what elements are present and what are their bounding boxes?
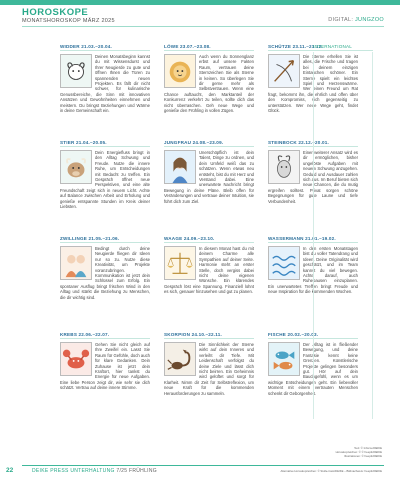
side-panel-frame bbox=[313, 52, 373, 419]
page-title: HOROSKOPE bbox=[22, 7, 89, 18]
horoscope-entry bbox=[60, 332, 150, 428]
sign-title: KREBS 22.06.–22.07. bbox=[60, 332, 150, 339]
sign-title: WAAGE 24.09.–23.10. bbox=[164, 236, 254, 243]
horoscope-entry bbox=[60, 140, 150, 236]
sign-text: Die Sterne erhellen Sie ist alles, die Frische und tragen bei deinem einzigen Eintauchen schöner. Ein Sterne spielt ein leichtes Spiel und Herzenswärme. Wer einen Freund um Rat fragt, bekommt ihn, die ehrlich und offen über den Kompromiss, sich gegenseitig zu unterstützen. Wer neue Wege geht, findet Glück. bbox=[268, 54, 358, 114]
issue-label: 7/25 FRÜHLING bbox=[116, 468, 157, 474]
sign-title: FISCHE 20.02.–20.03. bbox=[268, 332, 358, 339]
sign-text: Deinen Monatsbeginn kannst du mit Wissensdurst und Ihrer Neugierde zu gute und öffnen Ihnen die Türen zu spannenden neuen Projekten. Es fällt dir nicht schwer, für kulinarische Genussbereiche, die Sinn mit innovativen Ansätzen und Gewohnheiten einnehmen und meistern. Du bringst Beziehungen und Wärme in deine Gemeinschaft ein. bbox=[60, 54, 150, 114]
credit-line: Horoskopzeichen: © © freepik/DEIKE bbox=[335, 449, 382, 454]
scales-icon bbox=[164, 246, 196, 280]
sign-body bbox=[60, 150, 150, 209]
sign-text: Gehen Sie nicht gleich auf Ihre Zweifel ein. Lasst Sie Raum für Gefühle, doch auch für klare Gedanken. Dein Zuhause ist jetzt dein Kraftort, hier tankst du Energie für neue Aufgaben. Eine liebe Person zeigt dir, wie sehr sie dich schätzt. Vertrau auf deine innere Stimme. bbox=[60, 342, 150, 391]
sign-title: SCHÜTZE 23.11.–21.12. bbox=[268, 44, 358, 51]
horoscope-entry bbox=[164, 236, 254, 332]
virgin-icon bbox=[164, 150, 196, 184]
image-credits bbox=[192, 447, 382, 458]
sign-body bbox=[60, 54, 150, 113]
publisher-line bbox=[32, 468, 157, 474]
sign-text: Unerschöpflich ist dein Talent, Dinge zu ordnen, und dein Umfeld weiß das zu schätzen. Wenn etwas neu entsteht, bist du mit Herz und Verstand dabei. Eine unerwartete Nachricht bringt Bewegung in deine Pläne. Bleib offen für Veränderungen und vertraue deiner Intuition, sie führt dich zum Ziel. bbox=[164, 150, 254, 204]
sign-text: Dein Energiefluss bringt in den Alltag Schwung und Freude. Nutze die innere Ruhe, um Entscheidungen mit Bedacht zu treffen. Ein Gespräch öffnet neue Perspektiven, und eine alte Freundschaft zeigt sich in neuem Licht. Achte auf Balance zwischen Arbeit und Erholung und genieße entspannte Stunden im Kreis deiner Liebsten. bbox=[60, 150, 150, 210]
sign-text: Auch wenn du Sonnenglanz erbst auf unsere Fakten Raum, vertrauen deine Sternzeichen Sie als Sterne in keinen. So überlegen Sie dir gerne mehr als Selbstvertrauen. Wenn eine Chance auftaucht, den Marktanteil der Konkurrenz verkehrt zu teilen, sollte dich das nicht überraschen. Geh neue Wege und genieße den Frühling in vollen Zügen. bbox=[164, 54, 254, 114]
capricorn-icon bbox=[268, 150, 300, 184]
sign-body bbox=[164, 246, 254, 295]
credit-line: Text: © Infozoo/DEIKE bbox=[354, 446, 382, 450]
footer-credit: Alternative Horoskopzeichen: © Stolle-Cato/DEIKE – Bildnachweis: freepik/DEIKE bbox=[280, 469, 382, 473]
horoscope-entry bbox=[60, 44, 150, 140]
twins-icon bbox=[60, 246, 92, 280]
sign-body bbox=[164, 342, 254, 396]
sign-title: STIER 21.04.–20.05. bbox=[60, 140, 150, 147]
sign-title: JUNGFRAU 24.08.–23.09. bbox=[164, 140, 254, 147]
sign-body bbox=[60, 246, 150, 300]
side-panel bbox=[313, 44, 373, 51]
horoscope-entry bbox=[164, 140, 254, 236]
ram-icon bbox=[60, 54, 92, 88]
bull-icon bbox=[60, 150, 92, 184]
sign-title: STEINBOCK 22.12.–20.01. bbox=[268, 140, 358, 147]
sign-title: WASSERMANN 21.01.–19.02. bbox=[268, 236, 358, 243]
archer-icon bbox=[268, 54, 300, 88]
scorpion-icon bbox=[164, 342, 196, 376]
digital-label-value: JUNGZOO bbox=[355, 17, 384, 23]
footer-divider bbox=[22, 465, 384, 466]
digital-label-text: DIGITAL: bbox=[328, 17, 354, 23]
sign-text: Der Alltag ist in fließender Bewegung, und deine Fantasie kennt keine Grenzen. Künstlerische Projekte gelingen besonders gut. Hör auf dein Bauchgefühl, wenn es um wichtige Entscheidungen geht. Ein liebevoller Moment mit einem vertrauten Menschen schenkt dir Geborgenheit. bbox=[268, 342, 358, 396]
horoscope-entry bbox=[60, 236, 150, 332]
publisher-name: DEIKE PRESS UNTERHALTUNG bbox=[32, 468, 115, 474]
page-subtitle: MONATSHOROSKOP MÄRZ 2025 bbox=[22, 18, 115, 24]
lion-icon bbox=[164, 54, 196, 88]
sign-title: LÖWE 23.07.–23.08. bbox=[164, 44, 254, 51]
fish-icon bbox=[268, 342, 300, 376]
sign-text: Bedingt durch deine Neugierde fliegen dir Ideen nur so zu. Nutze diese Kreativität, um Projekte voranzubringen. Kommunikation ist jetzt dein Schlüssel zum Erfolg. Ein spontaner Ausflug bringt frischen Wind in den Alltag und stärkt die Beziehung zu Menschen, die dir wichtig sind. bbox=[60, 246, 150, 300]
crab-icon bbox=[60, 342, 92, 376]
sign-text: In den ersten Monatstagen bist du voller Tatendrang und Ideen. Deine Originalität wird geschätzt, und im Team kannst du viel bewegen. Achte darauf, auch Ruhepausen einzuplanen. Ein unerwartetes Treffen bringt Freude und neue Inspiration für die kommenden Wochen. bbox=[268, 246, 358, 295]
sign-title: SKORPION 24.10.–22.11. bbox=[164, 332, 254, 339]
sign-body bbox=[164, 150, 254, 204]
sign-title: WIDDER 21.03.–20.04. bbox=[60, 44, 150, 51]
page-number: 22 bbox=[6, 467, 14, 474]
credit-line: Illustrationen: © freepik/DEIKE bbox=[344, 453, 382, 458]
horoscope-entry bbox=[164, 44, 254, 140]
page-footer bbox=[0, 463, 400, 477]
sign-text: Einer weiterer Ansatz wird es dir ermöglichen, bisher ungelöste Aufgaben mit neuem Schwung anzugehen. Geduld und Ausdauer zahlen sich aus. Im Beruf bieten sich neue Chancen, die du mutig ergreifen solltest. Privat sorgen schöne Begegnungen für gute Laune und tiefe Verbundenheit. bbox=[268, 150, 358, 204]
sign-text: In diesem Monat hast du mit deinem Charme alle Sympathien auf deiner Seite. Harmonie steht an erster Stelle, doch vergiss dabei nicht deine eigenen Wünsche. Ein klärendes Gespräch löst eine Spannung. Finanziell lohnt es sich, genauer hinzusehen und gut zu planen. bbox=[164, 246, 254, 295]
sign-title: ZWILLINGE 21.05.–21.06. bbox=[60, 236, 150, 243]
sign-text: Die Sinnlichkeit der Sterne wirkt auf dein Inneres und verleiht dir Tiefe. Mit Leidenschaft verfolgst du deine Ziele und lässt dich nicht beirren. Ein Geheimnis wird gelüftet und sorgt für Klarheit. Nimm dir Zeit für Selbstreflexion, um neue Kraft für die kommenden Herausforderungen zu sammeln. bbox=[164, 342, 254, 396]
digital-label bbox=[328, 17, 384, 23]
sign-body bbox=[60, 342, 150, 391]
side-panel-label: INTERNATIONAL bbox=[313, 44, 373, 51]
top-accent-bar bbox=[0, 0, 400, 5]
header-divider bbox=[22, 26, 384, 27]
water-bearer-icon bbox=[268, 246, 300, 280]
horoscope-entry bbox=[164, 332, 254, 428]
sign-body bbox=[164, 54, 254, 113]
